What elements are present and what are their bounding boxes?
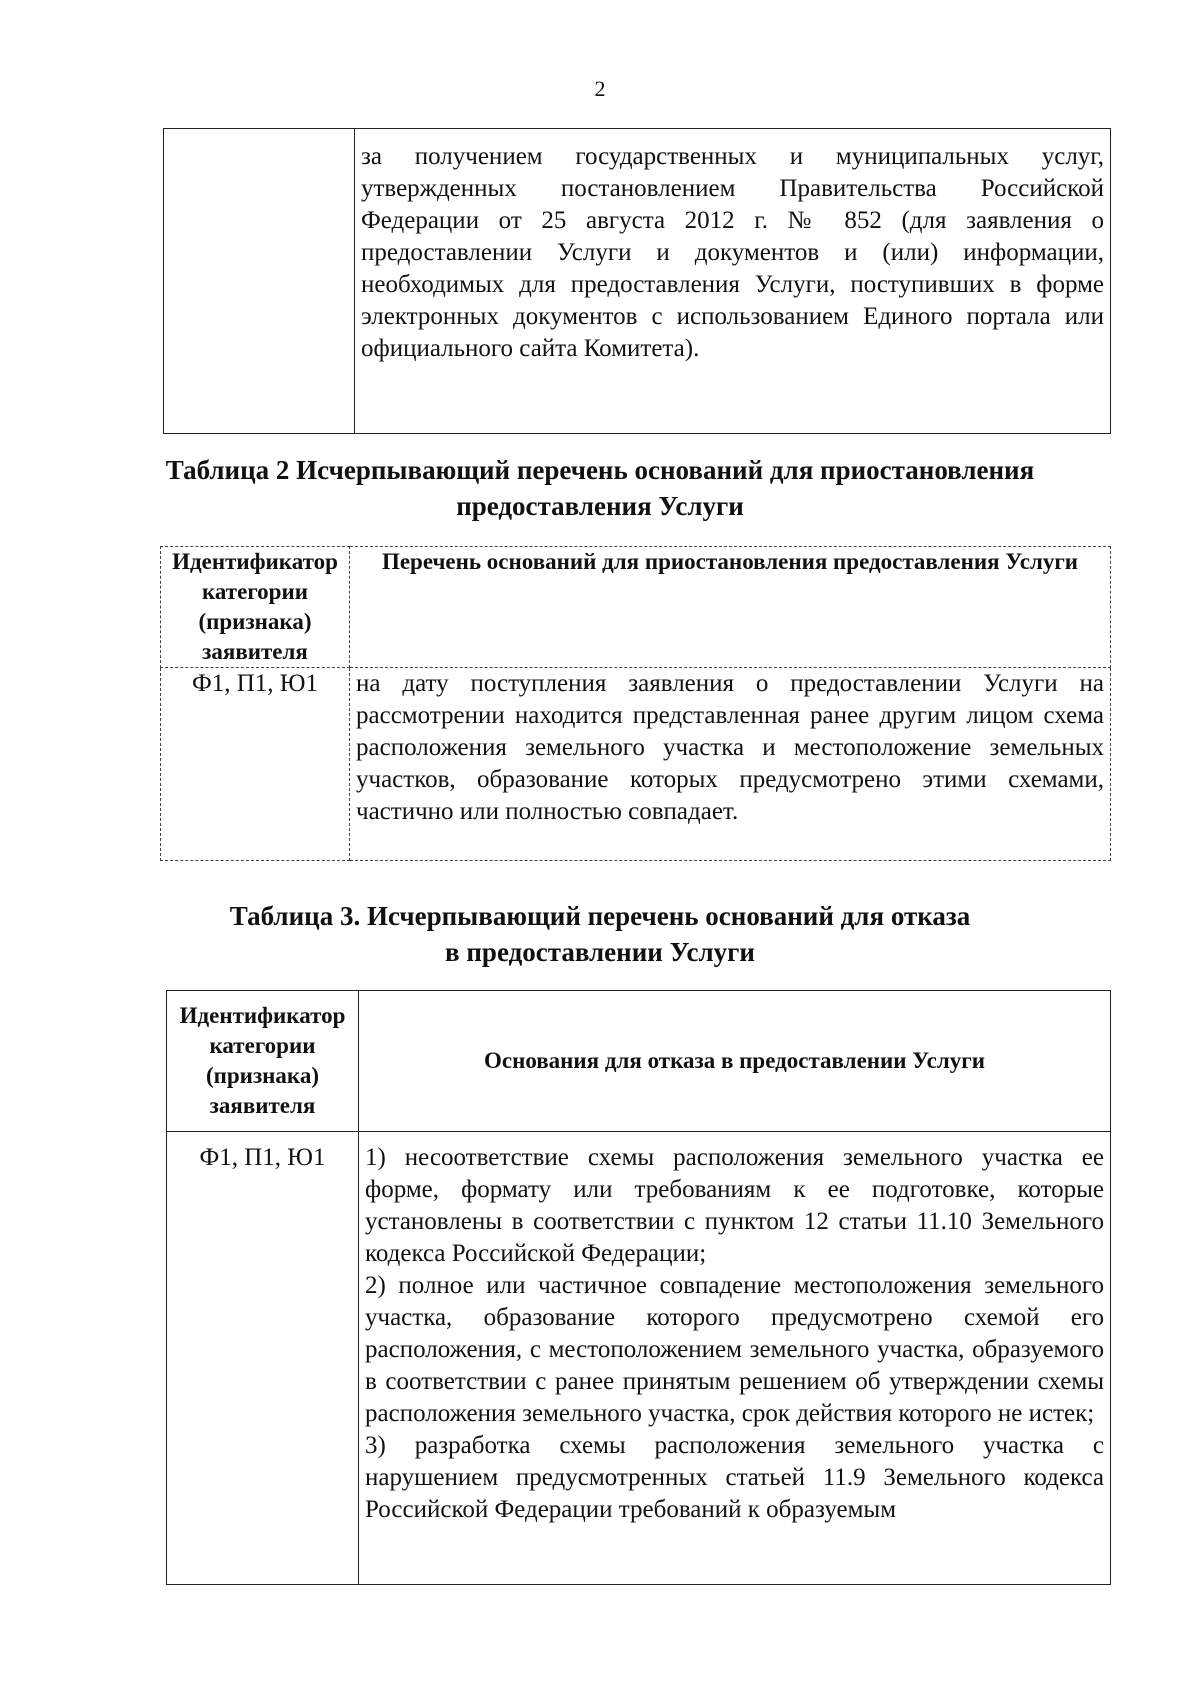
table-header-row bbox=[161, 547, 1111, 668]
table-2 bbox=[160, 546, 1111, 861]
table-cell-empty bbox=[164, 129, 355, 434]
table-3 bbox=[166, 990, 1111, 1585]
table-row bbox=[167, 1132, 1111, 1585]
table-row bbox=[161, 668, 1111, 861]
list-item: 3) разработка схемы расположения земельного участка с нарушением предусмотренных статьей 11.9 Земельного кодекса Российской Федерации требований к образуемым bbox=[365, 1432, 1104, 1523]
header-id-cell: Идентификатор категории (признака) заявителя bbox=[167, 991, 359, 1132]
list-item: 1) несоответствие схемы расположения земельного участка ее форме, формату или требованиям к ее подготовке, которые установлены в соответствии с пунктом 12 статьи 11.10 Земельного кодекса Российской Федерации; bbox=[365, 1144, 1104, 1267]
row-id-cell: Ф1, П1, Ю1 bbox=[161, 668, 350, 861]
table-header-row bbox=[167, 991, 1111, 1132]
table-3-caption bbox=[0, 898, 1200, 970]
table-2-caption-line-1: Таблица 2 Исчерпывающий перечень оснований для приостановления bbox=[165, 455, 1035, 485]
table-2-caption bbox=[0, 452, 1200, 524]
page-number: 2 bbox=[594, 76, 606, 101]
row-items-cell bbox=[359, 1132, 1111, 1585]
header-id-cell: Идентификатор категории (признака) заявителя bbox=[161, 547, 350, 668]
table-2-caption-line-2: предоставления Услуги bbox=[456, 491, 744, 521]
list-item: 2) полное или частичное совпадение местоположения земельного участка, образование которого предусмотрено схемой его расположения, с местоположением земельного участка, образуемого в соответствии с ранее принятым решением об утверждении схемы расположения земельного участка, срок действия которого не истек; bbox=[365, 1272, 1104, 1427]
row-text-cell: на дату поступления заявления о предоставлении Услуги на рассмотрении находится представленная ранее другим лицом схема расположения земельного участка и местоположение земельных участков, образование которых предусмотрено этими схемами, частично или полностью совпадает. bbox=[350, 668, 1111, 861]
header-list-cell: Перечень оснований для приостановления предоставления Услуги bbox=[350, 547, 1111, 668]
table-cell-text: за получением государственных и муниципальных услуг, утвержденных постановлением Правительства Российской Федерации от 25 августа 2012 г. № 852 (для заявления о предоставлении Услуги и документов и (или) информации, необходимых для предоставления Услуги, поступивших в форме электронных документов с использованием Единого портала или официального сайта Комитета). bbox=[355, 129, 1111, 434]
table-3-caption-line-2: в предоставлении Услуги bbox=[445, 937, 755, 967]
table-row bbox=[164, 129, 1111, 434]
table-1-continuation bbox=[163, 128, 1111, 434]
table-3-caption-line-1: Таблица 3. Исчерпывающий перечень оснований для отказа bbox=[229, 901, 971, 931]
row-id-cell: Ф1, П1, Ю1 bbox=[167, 1132, 359, 1585]
header-list-cell: Основания для отказа в предоставлении Услуги bbox=[359, 991, 1111, 1132]
